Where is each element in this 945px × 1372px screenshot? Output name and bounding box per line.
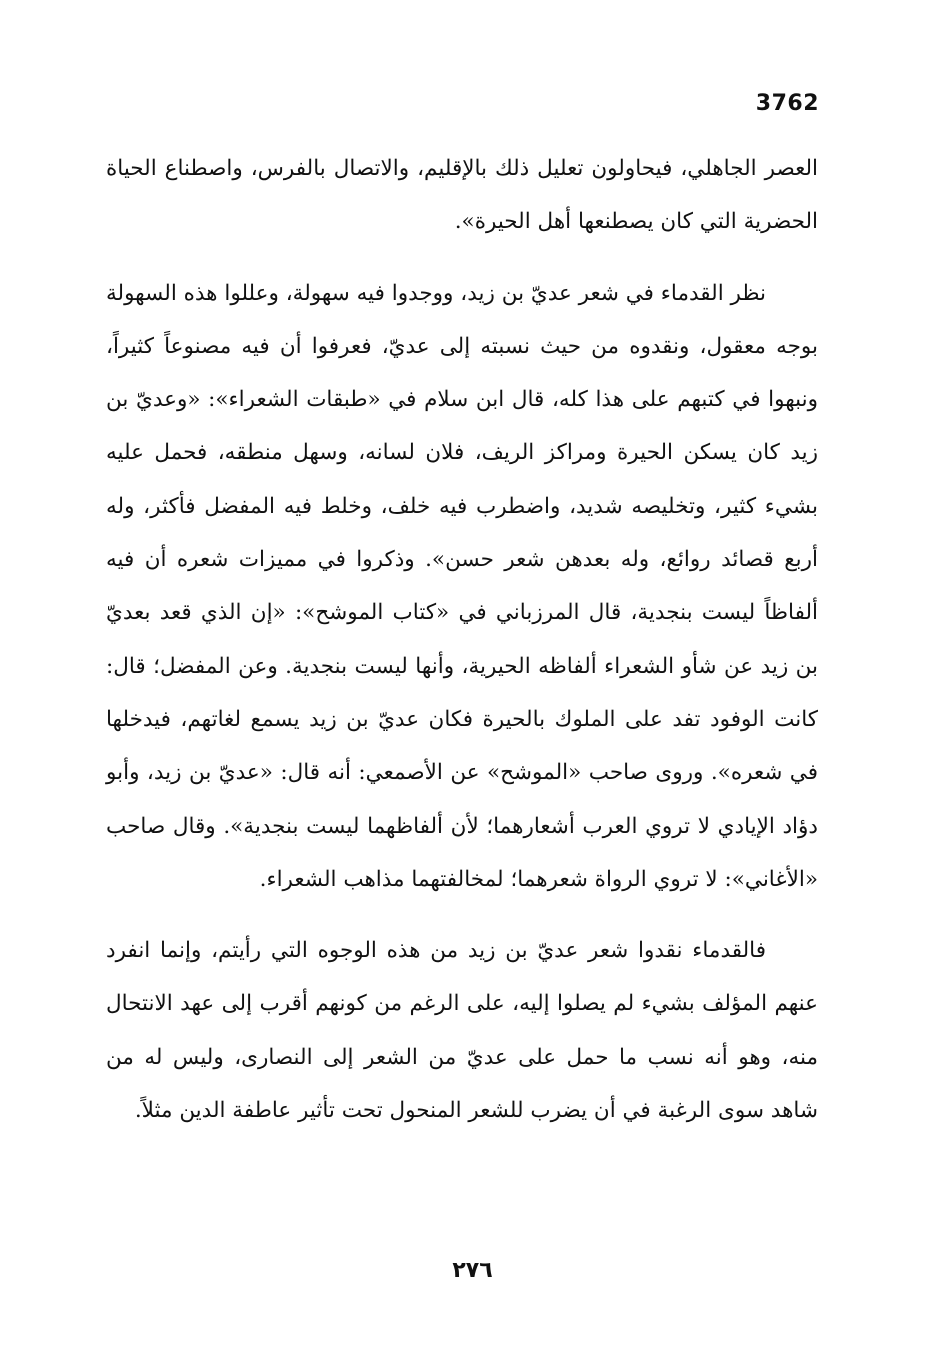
top-page-number: 3762 — [755, 91, 819, 116]
paragraph-continuation: العصر الجاهلي، فيحاولون تعليل ذلك بالإقليم، والاتصال بالفرس، واصطناع الحياة الحضرية التي كان يصطنعها أهل الحيرة». — [106, 156, 818, 235]
paragraph-conclusion: فالقدماء نقدوا شعر عديّ بن زيد من هذه الوجوه التي رأيتم، وإنما انفرد عنهم المؤلف بشيء لم يصلوا إليه، على الرغم من كونهم أقرب إلى عهد الانتحال منه، وهو أنه نسب ما حمل على عديّ من الشعر إلى النصارى، وليس له من شاهد سوى الرغبة في أن يضرب للشعر المنحول تحت تأثير عاطفة الدين مثلاً. — [106, 938, 818, 1124]
paragraph-adi-criticism: نظر القدماء في شعر عديّ بن زيد، ووجدوا فيه سهولة، وعللوا هذه السهولة بوجه معقول، ونقدوه من حيث نسبته إلى عديّ، فعرفوا أن فيه مصنوعاً كثيراً، ونبهوا في كتبهم على هذا كله، قال ابن سلام في «طبقات الشعراء»: «وعديّ بن زيد كان يسكن الحيرة ومراكز الريف، فلان لسانه، وسهل منطقه، فحمل عليه بشيء كثير، وتخليصه شديد، واضطرب فيه خلف، وخلط فيه المفضل فأكثر، وله أربع قصائد روائع، وله بعدهن شعر حسن». وذكروا في مميزات شعره أن فيه ألفاظاً ليست بنجدية، قال المرزباني في «كتاب الموشح»: «إن الذي قعد بعديّ بن زيد عن شأو الشعراء ألفاظه الحيرية، وأنها ليست بنجدية. وعن المفضل؛ قال: كانت الوفود تفد على الملوك بالحيرة فكان عديّ بن زيد يسمع لغاتهم، فيدخلها في شعره». وروى صاحب «الموشح» عن الأصمعي: أنه قال: «عديّ بن زيد، وأبو دؤاد الإيادي لا تروي العرب أشعارهما؛ لأن ألفاظهما ليست بنجدية». وقال صاحب «الأغاني»: لا تروي الرواة شعرهما؛ لمخالفتهما مذاهب الشعراء. — [106, 280, 818, 892]
bottom-page-number: ٢٧٦ — [452, 1258, 493, 1283]
body-text — [106, 142, 818, 1137]
